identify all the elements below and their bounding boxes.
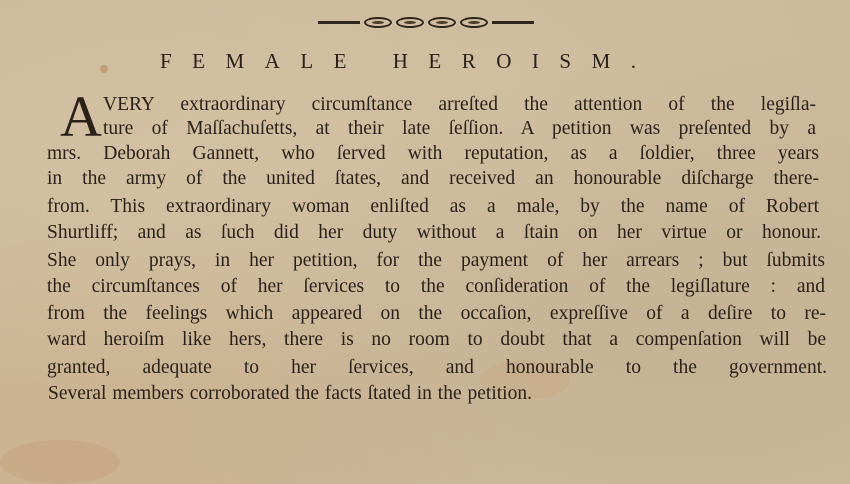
ornament-rule-left [318,21,360,24]
ornament-link [364,17,392,28]
text-line: in the army of the united ſtates, and received an honourable diſcharge there- [47,168,819,189]
article-title: FEMALE HEROISM. [160,49,657,73]
drop-cap: A [60,84,102,149]
text-line: mrs. Deborah Gannett, who ſerved with reputation, as a ſoldier, three years [47,143,819,164]
paper-stain [100,65,108,73]
text-line: Several members corroborated the facts ſtated in the petition. [48,383,532,404]
text-line: ture of Maſſachuſetts, at their late ſeſſion. A petition was preſented by a [103,118,816,139]
text-line: VERY extraordinary circumſtance arreſted the attention of the legiſla- [103,94,816,115]
text-line: She only prays, in her petition, for the payment of her arrears ; but ſubmits [47,250,825,271]
ornament-link [396,17,424,28]
text-line: from. This extraordinary woman enliſted as a male, by the name of Robert [47,196,819,217]
text-line: granted, adequate to her ſervices, and honourable to the government. [47,357,827,378]
text-line: the circumſtances of her ſervices to the conſideration of the legiſlature : and [47,276,825,297]
text-line: ward heroiſm like hers, there is no room to doubt that a compenſation will be [47,329,826,350]
text-line: Shurtliff; and as ſuch did her duty without a ſtain on her virtue or honour. [47,222,821,243]
ornament-link [428,17,456,28]
ornament-link [460,17,488,28]
text-line: from the feelings which appeared on the occaſion, expreſſive of a deſire to re- [47,303,826,324]
paper-stain [0,440,120,484]
ornament-rule-right [492,21,534,24]
chain-link-ornament [310,14,542,30]
